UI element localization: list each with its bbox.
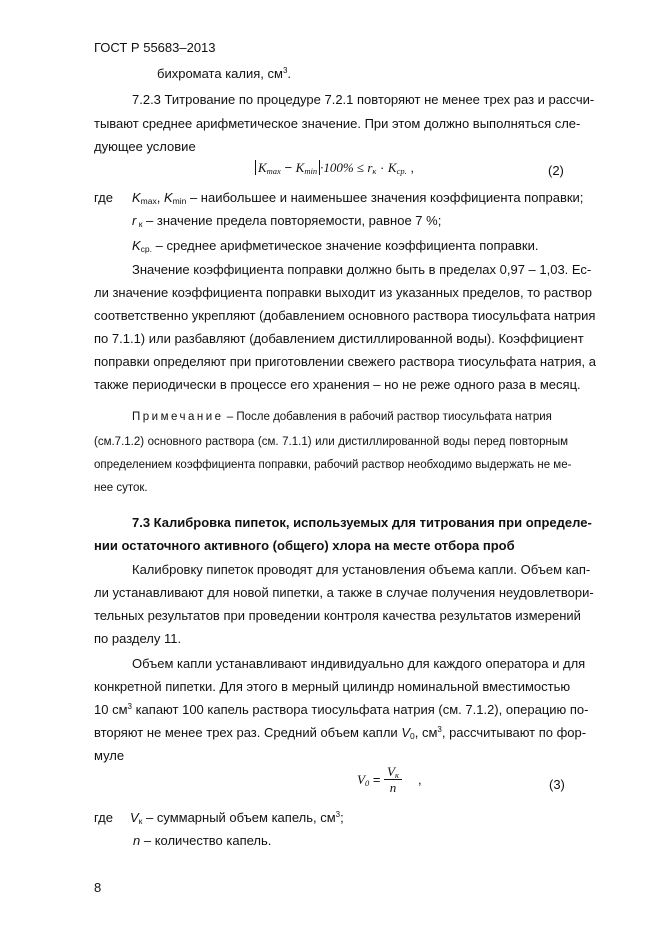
paragraph-line: ли устанавливают для новой пипетки, а также в случае получения неудовлетвори- [94,585,594,600]
where-label: где [94,810,113,825]
where-item: n – количество капель. [133,833,272,848]
paragraph-continuation: бихромата калия, $см^3$. [157,66,292,81]
paragraph-line: по разделу 11. [94,631,182,646]
paragraph-line: вторяют не менее трех раз. Средний объем капли $V_0$, $см^3$, рассчитывают по фор- [94,725,587,741]
paragraph-line: Значение коэффициента поправки должно быть в пределах 0,97 – 1,03. Ес- [132,262,592,277]
where-item: $K_{max}$, $K_{min}$ – наибольшее и наименьшее значения коэффициента поправки; [132,190,584,206]
note-line: (см.7.1.2) основного раствора (см. 7.1.1) или дистиллированной воды перед повторным [94,436,568,448]
note-line: нее суток. [94,482,148,494]
paragraph-line: поправки определяют при приготовлении свежего раствора тиосульфата натрия, а [94,354,596,369]
page-header: ГОСТ Р 55683–2013 [94,40,216,55]
paragraph-line: Калибровку пипеток проводят для установления объема капли. Объем кап- [132,562,591,577]
paragraph-line: тывают среднее арифметическое значение. При этом должно выполняться сле- [94,116,581,131]
section-heading: нии остаточного активного (общего) хлора на месте отбора проб [94,538,515,553]
paragraph-line: муле [94,748,125,763]
formula-number: (3) [549,777,565,792]
section-heading: 7.3 Калибровка пипеток, используемых для титрования при определе- [132,515,592,530]
paragraph-line: по 7.1.1) или разбавляют (добавлением дистиллированной воды). Коэффициент [94,331,584,346]
paragraph-line: соответственно укрепляют (добавлением основного раствора тиосульфата натрия [94,308,596,323]
paragraph-line: 7.2.3 Титрование по процедуре 7.2.1 повторяют не менее трех раз и рассчи- [132,92,595,107]
note-label: Примечание [132,411,224,423]
formula-3: $V_0$ = $\frac{V_к}{n}$ , [357,764,422,795]
formula-fraction: $\frac{V_к}{n}$ [384,765,402,796]
where-item: $K_{ср.}$ – среднее арифметическое значение коэффициента поправки. [132,238,539,254]
formula-number: (2) [548,163,564,178]
paragraph-line: 10 $см^3$ капают 100 капель раствора тиосульфата натрия (см. 7.1.2), операцию по- [94,702,589,717]
note-first-line: Примечание – После добавления в рабочий раствор тиосульфата натрия [132,411,552,423]
note-line: определением коэффициента поправки, рабочий раствор необходимо выдержать не ме- [94,459,572,471]
paragraph-line: конкретной пипетки. Для этого в мерный цилиндр номинальной вместимостью [94,679,571,694]
formula-2: $K_{max} - K_{min} \cdot 100\% \le r_к \cdot K_{ср.}$ , [255,160,414,176]
where-item: r $_к$ – значение предела повторяемости, равное 7 %; [132,213,442,229]
where-item: $V_к$ – суммарный объем капель, $см^3$; [130,810,344,826]
paragraph-line: тельных результатов при проведении контроля качества результатов измерений [94,608,581,623]
where-label: где [94,190,113,205]
page-number: 8 [94,880,102,895]
paragraph-line: дующее условие [94,139,196,154]
paragraph-line: Объем капли устанавливают индивидуально для каждого оператора и для [132,656,586,671]
paragraph-line: также периодически в процессе его хранения – но не реже одного раза в месяц. [94,377,581,392]
paragraph-line: ли значение коэффициента поправки выходит из указанных пределов, то раствор [94,285,593,300]
